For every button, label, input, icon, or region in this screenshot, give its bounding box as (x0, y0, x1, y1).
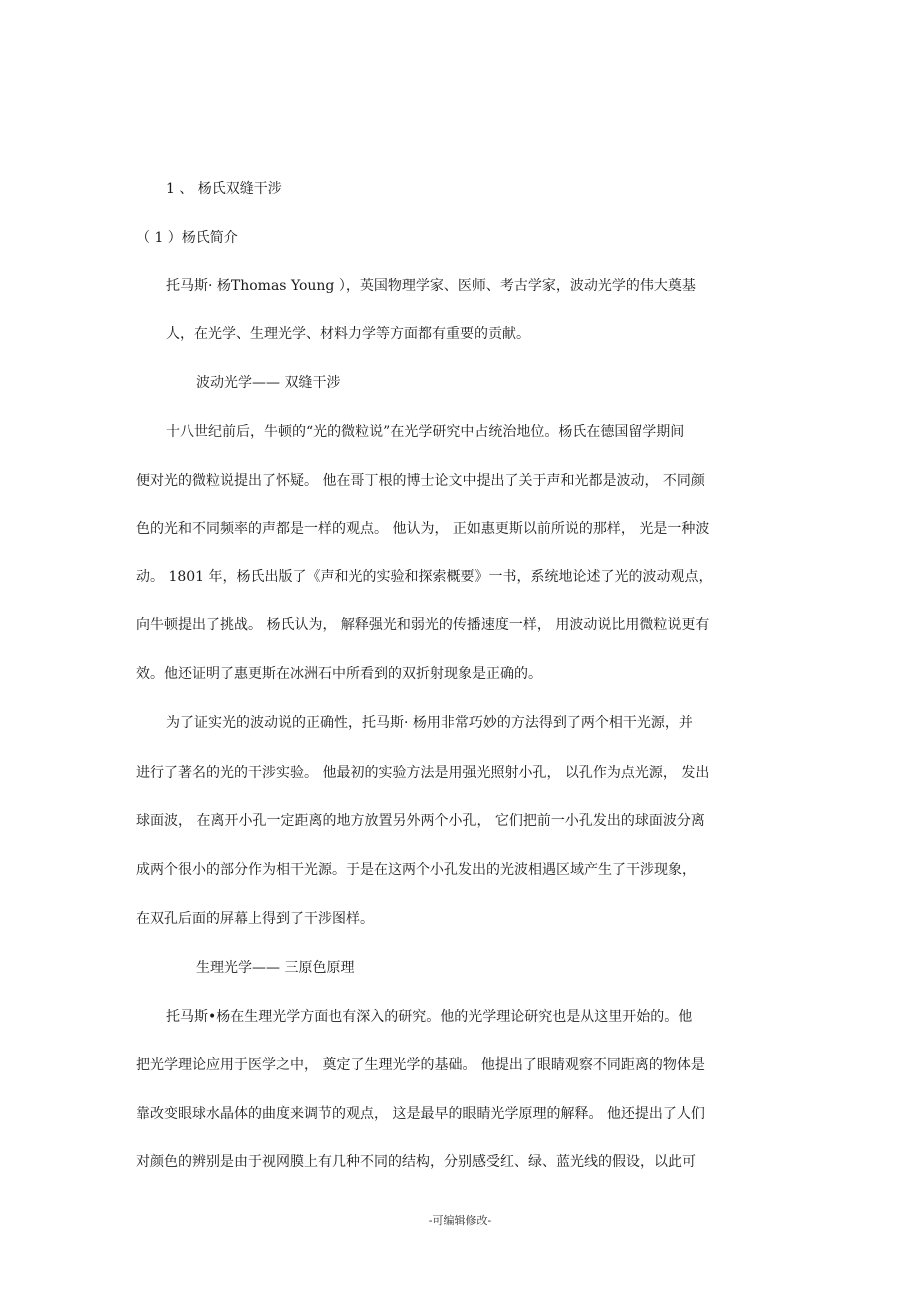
subsection-title: （ 1 ）杨氏简介 (136, 230, 238, 246)
wave-p2-line: 球面波， 在离开小孔一定距离的地方放置另外两个小孔， 它们把前一小孔发出的球面波分离 (136, 813, 705, 829)
physio-p1-line: 靠改变眼球水晶体的曲度来调节的观点， 这是最早的眼睛光学原理的解释。 他还提出了人们 (136, 1106, 705, 1122)
physio-p1-line: 把光学理论应用于医学之中， 奠定了生理光学的基础。 他提出了眼睛观察不同距离的物体是 (136, 1057, 705, 1073)
wave-p1-line: 便对光的微粒说提出了怀疑。 他在哥丁根的博士论文中提出了关于声和光都是波动， 不同颜 (136, 473, 705, 489)
intro-line-2: 人，在光学、生理光学、材料力学等方面都有重要的贡献。 (166, 326, 530, 342)
physio-p1-line: 托马斯•杨在生理光学方面也有深入的研究。他的光学理论研究也是从这里开始的。他 (166, 1009, 693, 1025)
wave-p1-line: 色的光和不同频率的声都是一样的观点。 他认为， 正如惠更斯以前所说的那样， 光是一种波 (136, 521, 710, 537)
intro-line-1: 托马斯· 杨Thomas Young ），英国物理学家、医师、考古学家，波动光学的伟大奠基 (166, 278, 696, 294)
wave-p1-line: 动。 1801 年，杨氏出版了《声和光的实验和探索概要》一书，系统地论述了光的波动观点， (136, 569, 713, 585)
page-footer: -可编辑修改- (428, 1214, 492, 1227)
wave-p2-line: 为了证实光的波动说的正确性，托马斯· 杨用非常巧妙的方法得到了两个相干光源，并 (166, 715, 693, 731)
wave-p2-line: 在双孔后面的屏幕上得到了干涉图样。 (136, 911, 374, 927)
wave-optics-title: 波动光学—— 双缝干涉 (196, 375, 341, 391)
physio-optics-title: 生理光学—— 三原色原理 (196, 960, 355, 976)
wave-p1-line: 十八世纪前后，牛顿的“光的微粒说”在光学研究中占统治地位。杨氏在德国留学期间 (166, 424, 685, 440)
wave-p1-line: 向牛顿提出了挑战。 杨氏认为， 解释强光和弱光的传播速度一样， 用波动说比用微粒说更有 (136, 617, 710, 633)
wave-p1-line: 效。他还证明了惠更斯在冰洲石中所看到的双折射现象是正确的。 (136, 666, 542, 682)
wave-p2-line: 成两个很小的部分作为相干光源。于是在这两个小孔发出的光波相遇区域产生了干涉现象， (136, 862, 696, 878)
section-title: 1 、 杨氏双缝干涉 (166, 181, 282, 197)
physio-p1-line: 对颜色的辨别是由于视网膜上有几种不同的结构，分别感受红、绿、蓝光线的假设，以此可 (136, 1154, 696, 1170)
wave-p2-line: 进行了著名的光的干涉实验。 他最初的实验方法是用强光照射小孔， 以孔作为点光源， 发出 (136, 765, 710, 781)
